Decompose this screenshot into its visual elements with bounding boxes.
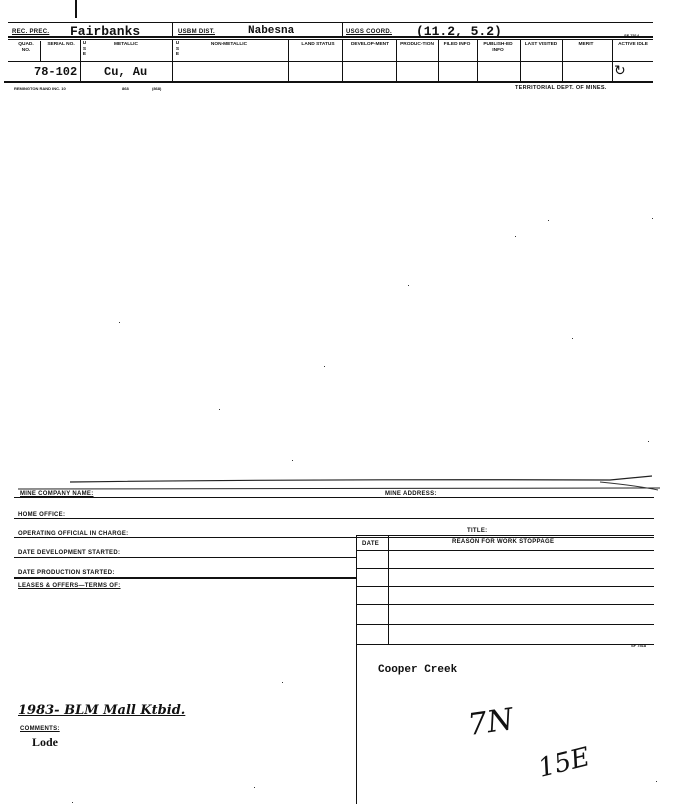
- speck: [72, 802, 73, 803]
- stoppage-table-rule: [356, 535, 654, 536]
- stoppage-table-rule: [356, 644, 654, 645]
- department-label: TERRITORIAL DEPT. OF MINES.: [515, 85, 607, 91]
- date-production-label: DATE PRODUCTION STARTED:: [18, 570, 115, 576]
- col-quad: QUAD. NO.: [18, 42, 34, 53]
- col-land-status: LAND STATUS: [301, 42, 335, 47]
- col-divider: [288, 39, 289, 81]
- record-rule: [4, 81, 653, 83]
- col-active-idle: ACTIVE IDLE: [618, 42, 648, 47]
- col-filed-info: FILED INFO: [443, 42, 471, 47]
- serial-value: 78-102: [34, 65, 78, 79]
- metallic-value: Cu, Au: [104, 65, 148, 79]
- stoppage-table-divider: [356, 535, 357, 645]
- col-divider: [477, 39, 478, 81]
- title-label: TITLE:: [467, 528, 488, 534]
- rec-prec-value: Fairbanks: [70, 24, 141, 39]
- speck: [282, 682, 283, 683]
- comments-value: Lode: [32, 735, 59, 749]
- col-divider: [438, 39, 439, 81]
- col-divider: [520, 39, 521, 81]
- col-use-1: U S E: [82, 41, 87, 57]
- form-rule: [14, 537, 654, 538]
- stoppage-table-rule: [356, 568, 654, 569]
- header-divider: [342, 22, 343, 36]
- stoppage-table-rule: [356, 604, 654, 605]
- form-rule: [14, 497, 654, 498]
- speck: [656, 781, 657, 782]
- torn-edge-rule: [0, 470, 678, 496]
- speck: [119, 322, 120, 323]
- col-divider: [342, 39, 343, 81]
- header-rule: [8, 36, 653, 38]
- speck: [572, 338, 573, 339]
- col-published-info: PUBLISH-ED INFO: [483, 42, 513, 53]
- printer-code: 868: [122, 86, 129, 91]
- speck: [648, 441, 649, 442]
- active-idle-mark: ↻: [614, 62, 626, 78]
- col-last-visited: LAST VISITED: [524, 42, 558, 47]
- rec-prec-label: REC. PREC.: [12, 29, 50, 35]
- comments-divider: [356, 644, 357, 804]
- speck: [324, 366, 325, 367]
- home-office-label: HOME OFFICE:: [18, 512, 66, 518]
- mine-company-label: MINE COMPANY NAME:: [20, 491, 94, 497]
- col-merit: MERIT: [578, 42, 594, 47]
- handwritten-note: 1983- BLM Mall Ktbid.: [18, 703, 186, 718]
- usgs-dist-label: USBM DIST.: [178, 29, 216, 35]
- comments-label: COMMENTS:: [20, 726, 60, 732]
- col-non-metallic: NON-METALLIC: [210, 42, 248, 47]
- col-divider: [80, 39, 81, 81]
- header-top-rule: [8, 22, 653, 23]
- col-divider: [172, 39, 173, 81]
- location-name: Cooper Creek: [378, 664, 458, 676]
- usgs-coord-value: (11.2, 5.2): [416, 24, 502, 39]
- operating-official-label: OPERATING OFFICIAL IN CHARGE:: [18, 531, 129, 537]
- usgs-coord-label: USGS COORD.: [346, 29, 392, 35]
- stoppage-table-rule: [356, 550, 654, 551]
- header-divider: [172, 22, 173, 36]
- range-note: 15E: [535, 742, 593, 784]
- form-rule: [14, 518, 654, 519]
- reason-header: REASON FOR WORK STOPPAGE: [452, 539, 555, 545]
- col-divider: [40, 41, 41, 61]
- speck: [548, 220, 549, 221]
- stoppage-table-rule: [356, 624, 654, 625]
- punch-mark: [75, 0, 77, 18]
- speck: [254, 787, 255, 788]
- township-note: 7N: [465, 702, 516, 743]
- speck: [408, 285, 409, 286]
- mine-address-label: MINE ADDRESS:: [385, 491, 437, 497]
- date-header: DATE: [362, 541, 380, 547]
- form-rule: [14, 557, 356, 558]
- col-development: DEVELOP-MENT: [350, 42, 390, 47]
- speck: [652, 218, 653, 219]
- leases-offers-label: LEASES & OFFERS—TERMS OF:: [18, 583, 121, 589]
- speck: [515, 236, 516, 237]
- header-rule: [8, 39, 653, 40]
- date-development-label: DATE DEVELOPMENT STARTED:: [18, 550, 121, 556]
- col-serial: SERIAL NO.: [47, 42, 75, 47]
- col-use-2: U S E: [175, 41, 180, 57]
- col-metallic: METALLIC: [114, 42, 138, 47]
- stoppage-table-rule: [356, 586, 654, 587]
- col-divider: [396, 39, 397, 81]
- speck: [219, 409, 220, 410]
- col-divider: [562, 39, 563, 81]
- printer-label: REMINGTON RAND INC. 10: [14, 86, 66, 91]
- top-form-code: SF 7514: [624, 33, 640, 38]
- speck: [292, 460, 293, 461]
- stoppage-table-divider: [388, 535, 389, 645]
- printer-code-2: (868): [152, 86, 162, 91]
- usgs-dist-value: Nabesna: [248, 25, 295, 37]
- col-divider: [612, 39, 613, 81]
- col-header-rule: [8, 61, 653, 62]
- col-production: PRODUC-TION: [400, 42, 434, 47]
- lower-form-code: SF 7518: [631, 643, 647, 648]
- form-rule: [14, 577, 356, 579]
